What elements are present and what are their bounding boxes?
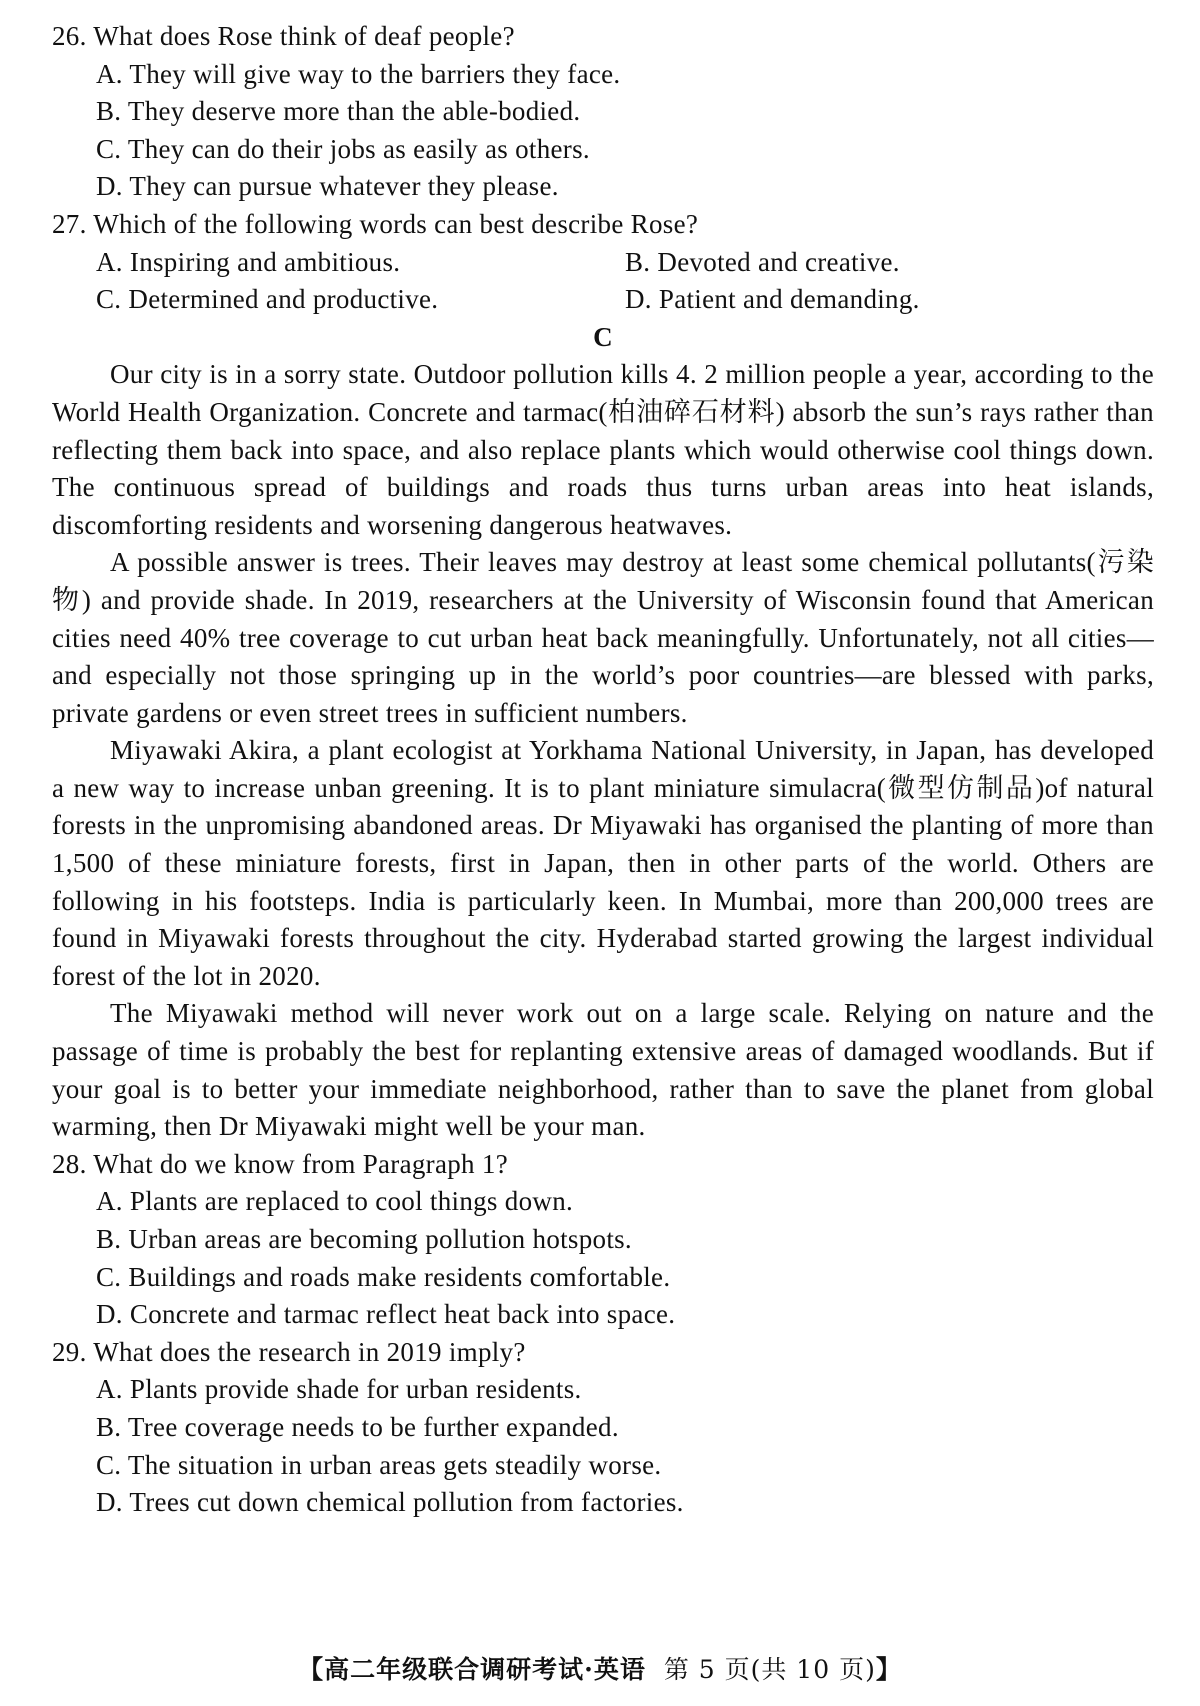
footer-close-bracket: 】 — [875, 1655, 902, 1684]
footer-exam-title: 高二年级联合调研考试 — [324, 1655, 585, 1684]
option-c: C. The situation in urban areas gets steadily worse. — [96, 1449, 662, 1480]
footer-page-number: 第 5 页(共 10 页) — [663, 1655, 876, 1684]
option-a: A. Plants are replaced to cool things down. — [96, 1186, 574, 1217]
option-d: D. Concrete and tarmac reflect heat back into space. — [96, 1299, 676, 1330]
footer-subject: 英语 — [593, 1655, 646, 1684]
option-b: B. They deserve more than the able-bodied. — [96, 96, 581, 127]
page-footer — [0, 1650, 1200, 1686]
options-row — [96, 281, 1154, 319]
option-c: C. They can do their jobs as easily as others. — [96, 133, 590, 164]
question-27 — [52, 206, 1154, 319]
option-b: B. Urban areas are becoming pollution hotspots. — [96, 1224, 632, 1254]
reading-passage — [52, 356, 1154, 1145]
question-29 — [52, 1334, 1154, 1522]
option-a: A. Inspiring and ambitious. — [96, 246, 401, 277]
options-row — [96, 244, 1154, 282]
option-d: D. Patient and demanding. — [625, 284, 920, 315]
option-d: D. They can pursue whatever they please. — [96, 171, 559, 202]
question-26 — [52, 18, 1154, 206]
section-label: C — [593, 321, 613, 352]
option-a: A. Plants provide shade for urban residents. — [96, 1374, 582, 1405]
question-stem: 29. What does the research in 2019 imply? — [52, 1336, 526, 1367]
footer-separator: · — [584, 1655, 594, 1684]
passage-paragraph-4: The Miyawaki method will never work out on a large scale. Relying on nature and the passage of time is probably the best for replanting extensive areas of damaged woodlands. But if your goal is to better your immediate neighborhood, rather than to save the planet from global warming, then Dr Miyawaki might well be your man. — [52, 998, 1154, 1142]
document-page — [52, 18, 1154, 1522]
footer-open-bracket: 【 — [298, 1655, 325, 1684]
option-b: B. Tree coverage needs to be further expanded. — [96, 1411, 619, 1442]
option-d: D. Trees cut down chemical pollution from factories. — [96, 1487, 684, 1518]
option-a: A. They will give way to the barriers they face. — [96, 58, 621, 89]
passage-paragraph-3: Miyawaki Akira, a plant ecologist at Yorkhama National University, in Japan, has developed a new way to increase unban greening. It is to plant miniature simulacra(微型仿制品)of natural forests in the unpromising abandoned areas. Dr Miyawaki has organised the planting of more than 1,500 of these miniature forests, first in Japan, then in other parts of the world. Others are following in his footsteps. India is particularly keen. In Mumbai, more than 200,000 trees are found in Miyawaki forests throughout the city. Hyderabad started growing the largest individual forest of the lot in 2020. — [52, 735, 1154, 991]
option-b: B. Devoted and creative. — [625, 246, 900, 277]
question-28 — [52, 1146, 1154, 1334]
option-c: C. Buildings and roads make residents comfortable. — [96, 1261, 671, 1292]
passage-paragraph-2: A possible answer is trees. Their leaves may destroy at least some chemical pollutants(污染物) and provide shade. In 2019, researchers at the University of Wisconsin found that American cities need 40% tree coverage to cut urban heat back meaningfully. Unfortunately, not all cities—and especially not those springing up in the world’s poor countries—are blessed with parks, private gardens or even street trees in sufficient numbers. — [52, 547, 1154, 728]
option-c: C. Determined and productive. — [96, 284, 439, 315]
question-stem: 26. What does Rose think of deaf people? — [52, 21, 515, 51]
question-stem: 28. What do we know from Paragraph 1? — [52, 1148, 508, 1179]
passage-paragraph-1: Our city is in a sorry state. Outdoor pollution kills 4. 2 million people a year, according to the World Health Organization. Concrete and tarmac(柏油碎石材料) absorb the sun’s rays rather than reflecting them back into space, and also replace plants which would otherwise cool things down. The continuous spread of buildings and roads thus turns urban areas into heat islands, discomforting residents and worsening dangerous heatwaves. — [52, 359, 1154, 540]
question-stem: 27. Which of the following words can best describe Rose? — [52, 208, 699, 239]
